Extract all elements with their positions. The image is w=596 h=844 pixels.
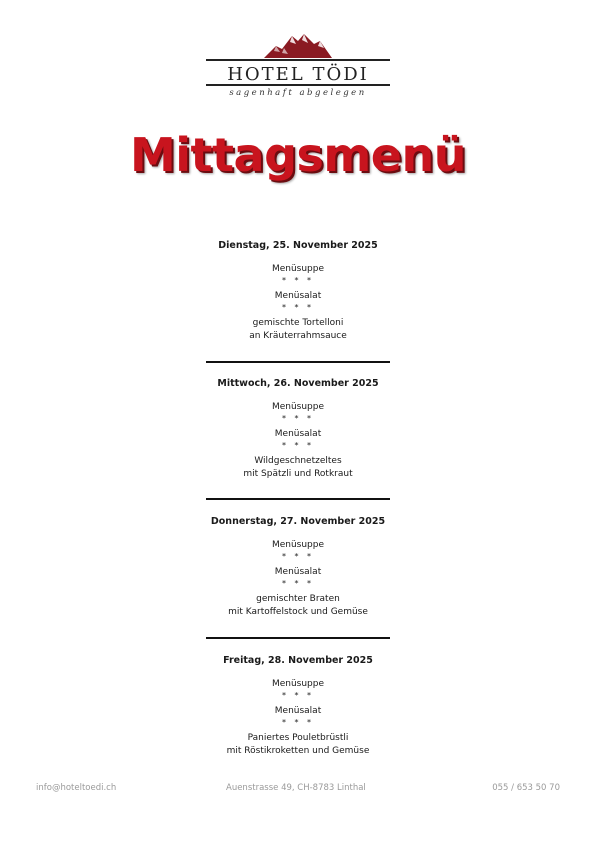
day-divider <box>206 361 390 363</box>
day-date: Mittwoch, 26. November 2025 <box>217 378 379 389</box>
day-menu-thursday <box>0 516 596 619</box>
soup-course: Menüsuppe <box>271 540 325 550</box>
course-separator: * * * <box>281 441 315 450</box>
main-course-line2: mit Röstikroketten und Gemüse <box>226 746 370 756</box>
day-date: Donnerstag, 27. November 2025 <box>210 516 386 527</box>
course-separator: * * * <box>281 579 315 588</box>
day-date: Freitag, 28. November 2025 <box>223 655 373 666</box>
main-course-line2: mit Kartoffelstock und Gemüse <box>228 607 368 617</box>
course-separator: * * * <box>281 552 315 561</box>
main-course-line2: mit Spätzli und Rotkraut <box>243 469 353 479</box>
day-divider <box>206 498 390 500</box>
day-date: Dienstag, 25. November 2025 <box>218 240 378 251</box>
day-menu-wednesday <box>0 378 596 481</box>
page-title: Mittagsmenü <box>130 128 466 182</box>
soup-course: Menüsuppe <box>271 402 325 412</box>
hotel-tagline: sagenhaft abgelegen <box>229 88 367 98</box>
main-course-line1: Paniertes Pouletbrüstli <box>247 733 349 743</box>
course-separator: * * * <box>281 303 315 312</box>
footer-phone[interactable]: 055 / 653 50 70 <box>492 783 560 793</box>
main-course-line1: Wildgeschnetzeltes <box>254 456 342 466</box>
hotel-name: HOTEL TÖDI <box>227 64 369 85</box>
salad-course: Menüsalat <box>274 706 322 716</box>
day-menu-tuesday <box>0 240 596 343</box>
salad-course: Menüsalat <box>274 567 322 577</box>
hotel-logo <box>206 32 390 106</box>
course-separator: * * * <box>281 276 315 285</box>
day-divider <box>206 637 390 639</box>
course-separator: * * * <box>281 718 315 727</box>
course-separator: * * * <box>281 691 315 700</box>
salad-course: Menüsalat <box>274 291 322 301</box>
day-menu-friday <box>0 655 596 758</box>
logo-top-rule <box>206 59 390 61</box>
footer-address: Auenstrasse 49, CH-8783 Linthal <box>226 783 366 793</box>
main-course-line1: gemischter Braten <box>256 594 340 604</box>
footer-email[interactable]: info@hoteltoedi.ch <box>36 783 117 793</box>
soup-course: Menüsuppe <box>271 264 325 274</box>
main-course-line1: gemischte Tortelloni <box>252 318 344 328</box>
salad-course: Menüsalat <box>274 429 322 439</box>
course-separator: * * * <box>281 414 315 423</box>
soup-course: Menüsuppe <box>271 679 325 689</box>
main-course-line2: an Kräuterrahmsauce <box>249 331 347 341</box>
